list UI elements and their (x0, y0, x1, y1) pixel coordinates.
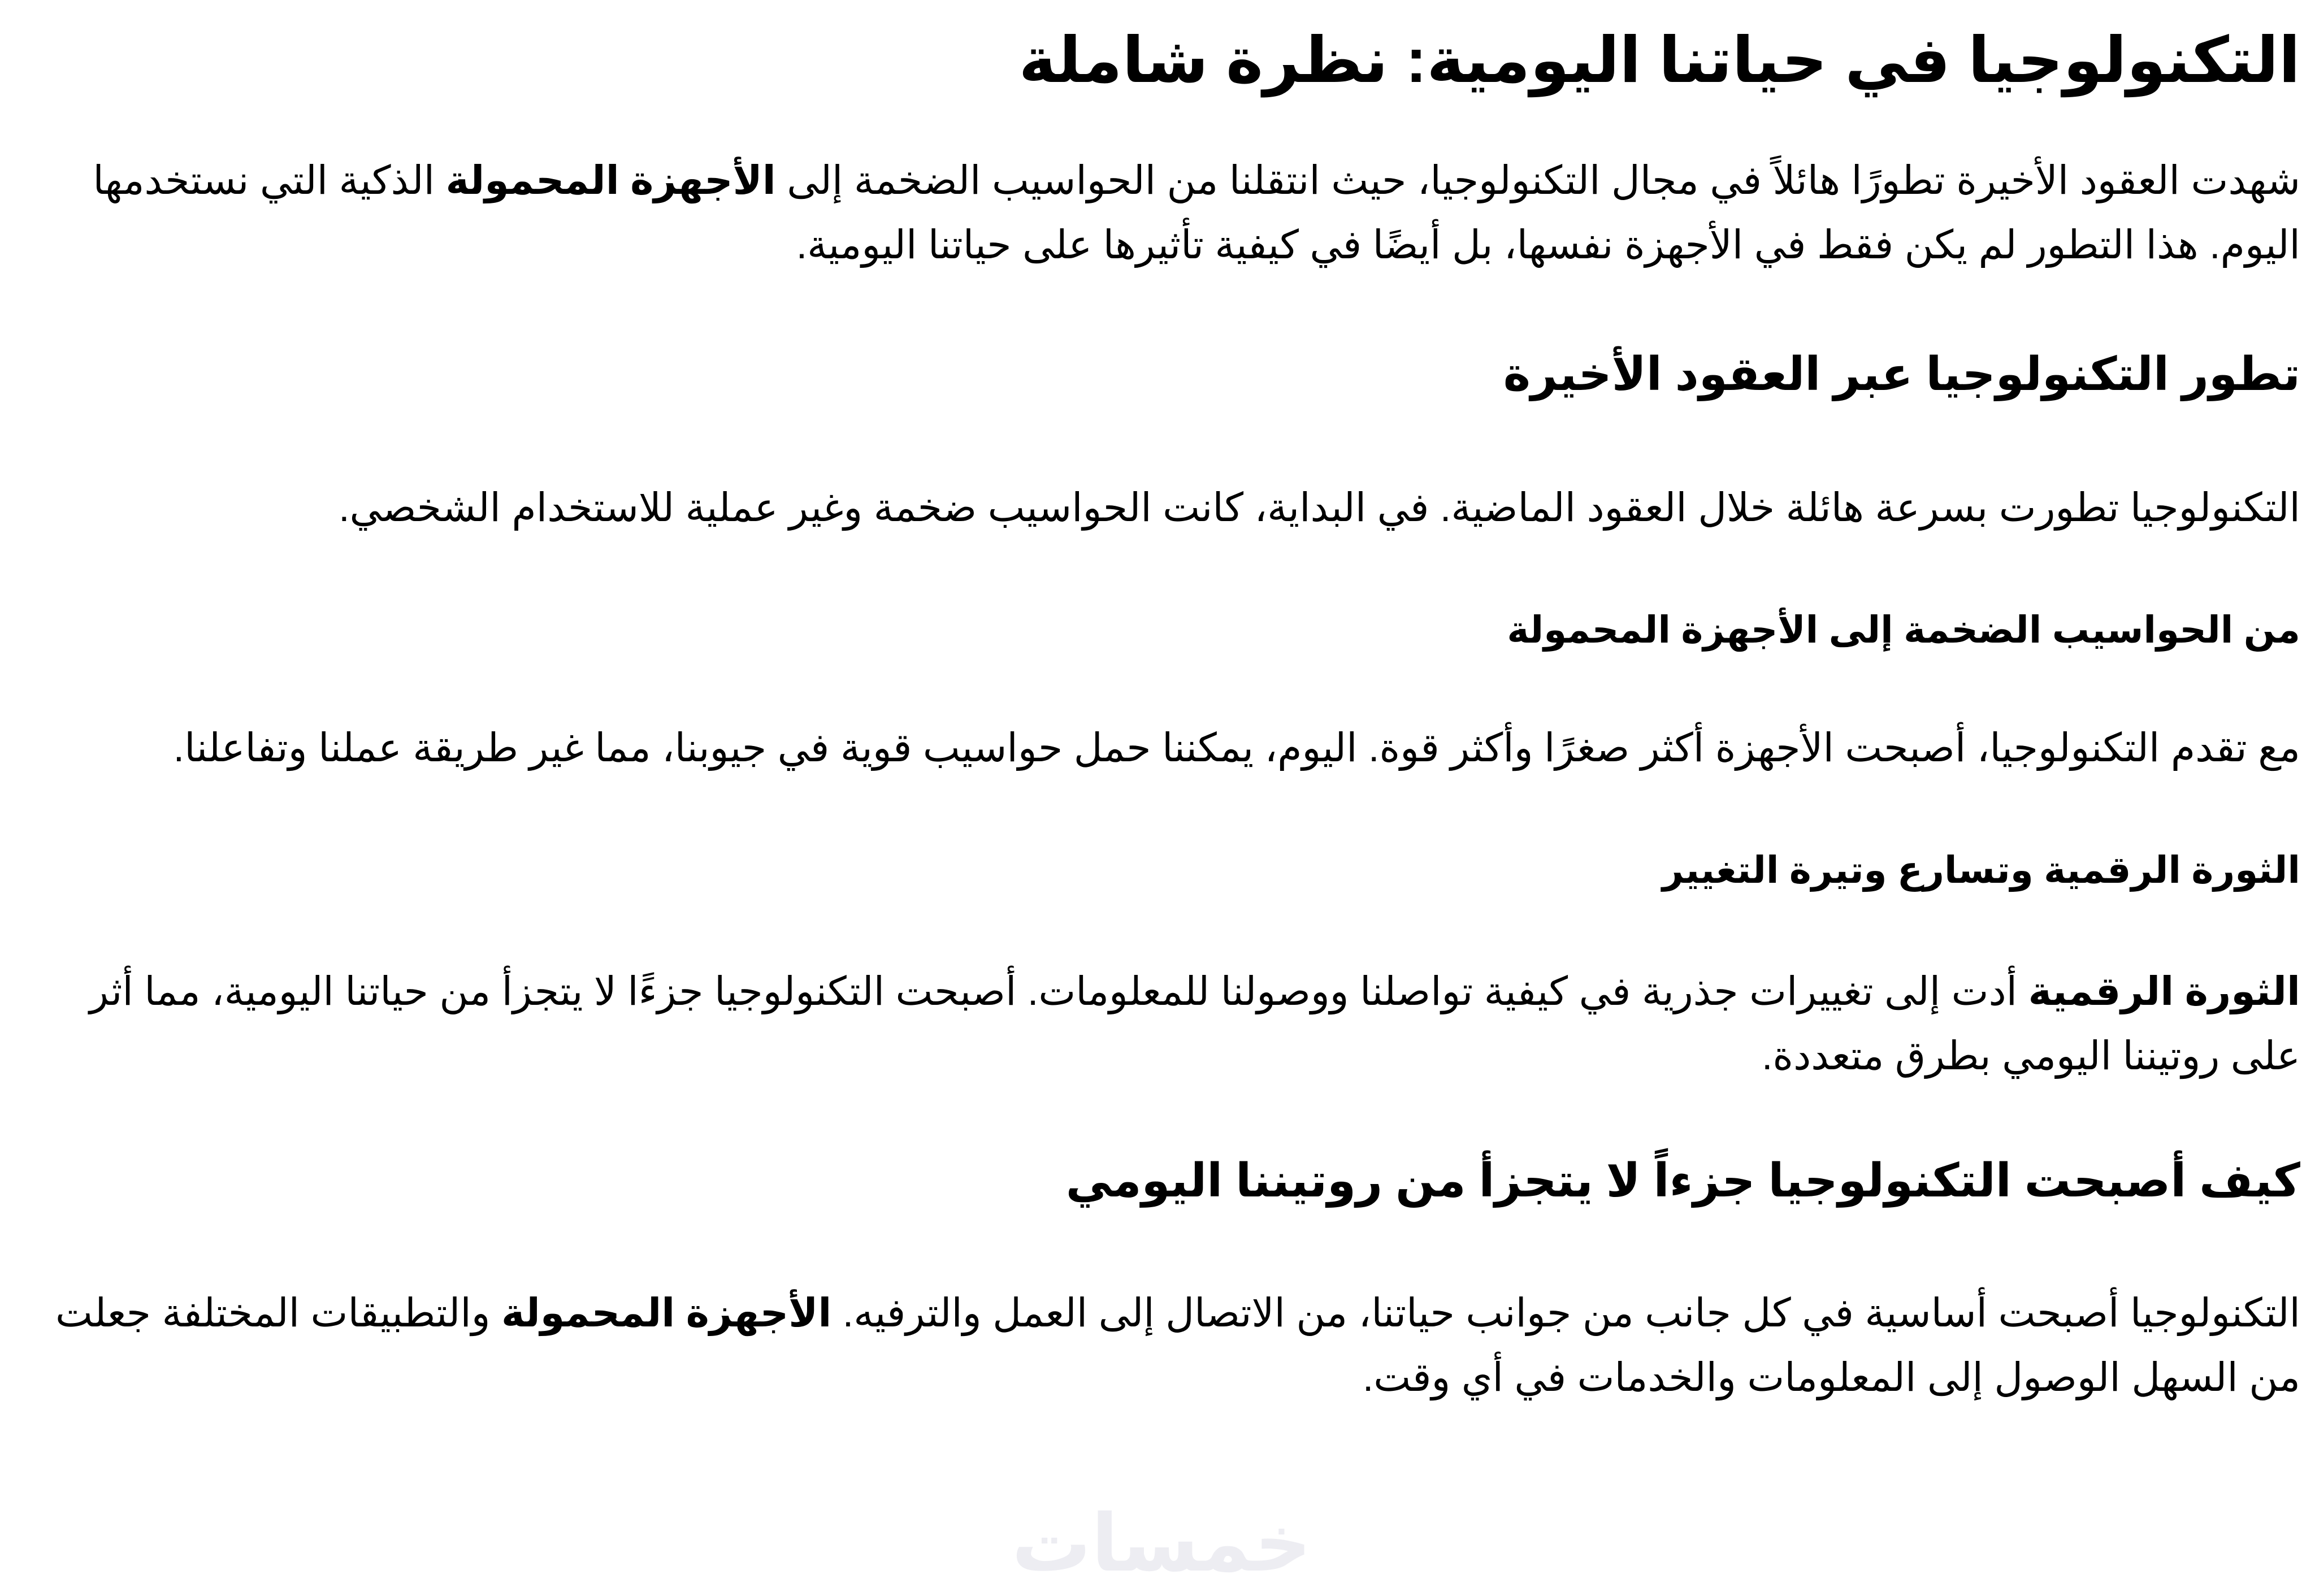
intro-text-1: شهدت العقود الأخيرة تطورًا هائلاً في مجال التكنولوجيا، حيث انتقلنا من الحواسيب الضخمة إلى (775, 158, 2300, 203)
section-heading-evolution: تطور التكنولوجيا عبر العقود الأخيرة (1503, 349, 2300, 401)
digital-revolution-bold: الثورة الرقمية (2028, 969, 2300, 1014)
intro-bold-1: الأجهزة المحمولة (445, 158, 776, 203)
daily-routine-bold: الأجهزة المحمولة (501, 1290, 832, 1335)
subsection-paragraph-mainframes: مع تقدم التكنولوجيا، أصبحت الأجهزة أكثر صغرًا وأكثر قوة. اليوم، يمكننا حمل حواسيب قوية في جيوبنا، مما غير طريقة عملنا وتفاعلنا. (173, 725, 2300, 770)
daily-routine-text-2: والتطبيقات المختلفة جعلت من السهل الوصول إلى المعلومات والخدمات في أي وقت. (55, 1290, 2300, 1399)
subsection-paragraph-digital-revolution (11, 959, 2300, 1088)
section-paragraph-evolution: التكنولوجيا تطورت بسرعة هائلة خلال العقود الماضية. في البداية، كانت الحواسيب ضخمة وغير عملية للاستخدام الشخصي. (339, 485, 2300, 530)
document-page (11, 0, 2300, 1409)
digital-revolution-text: أدت إلى تغييرات جذرية في كيفية تواصلنا ووصولنا للمعلومات. أصبحت التكنولوجيا جزءًا لا يتجزأ من حياتنا اليومية، مما أثر على روتيننا اليومي بطرق متعددة. (89, 969, 2300, 1078)
page-title: التكنولوجيا في حياتنا اليومية: نظرة شاملة (1018, 25, 2300, 96)
subsection-heading-digital-revolution: الثورة الرقمية وتسارع وتيرة التغيير (1662, 848, 2300, 891)
daily-routine-text-1: التكنولوجيا أصبحت أساسية في كل جانب من جوانب حياتنا، من الاتصال إلى العمل والترفيه. (831, 1290, 2300, 1335)
section-paragraph-daily-routine (11, 1281, 2300, 1409)
intro-paragraph (11, 148, 2300, 277)
subsection-heading-mainframes: من الحواسيب الضخمة إلى الأجهزة المحمولة (1507, 608, 2300, 650)
intro-text-2: الذكية التي نستخدمها اليوم. هذا التطور لم يكن فقط في الأجهزة نفسها، بل أيضًا في كيفية تأثيرها على حياتنا اليومية. (93, 158, 2300, 267)
watermark-logo: خمسات (1012, 1499, 1312, 1588)
section-heading-daily-routine: كيف أصبحت التكنولوجيا جزءاً لا يتجزأ من روتيننا اليومي (1065, 1155, 2300, 1207)
